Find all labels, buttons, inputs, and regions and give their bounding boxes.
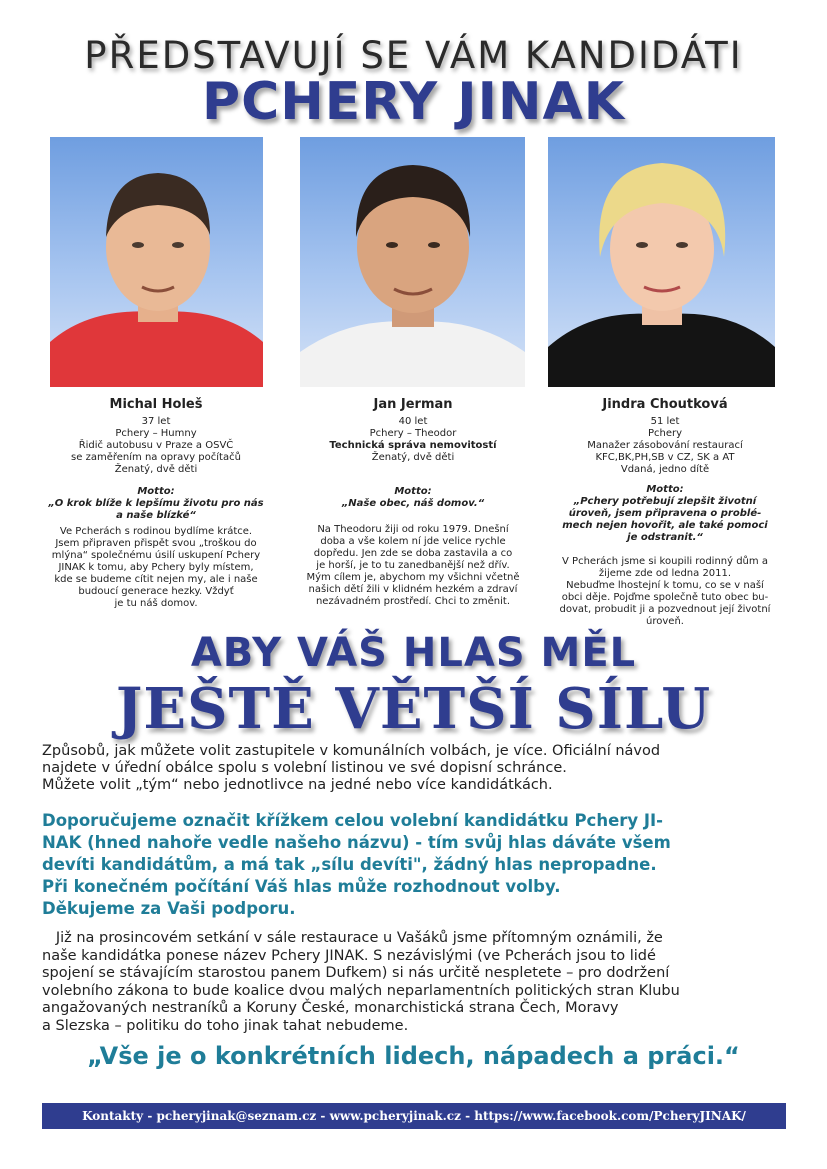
candidate-detail: Vdaná, jedno dítě [620,464,710,475]
candidate-detail: Technická správa nemovitostí [329,440,497,451]
candidate-detail: Pchery – Humny [115,428,197,439]
recommendation-line: Děkujeme za Vaši podporu. [42,899,296,918]
story-line: JINAK k tomu, aby Pchery byly místem, [58,562,254,573]
candidate-detail: Řidič autobusu v Praze a OSVČ [78,440,234,451]
candidate-choutkova [540,396,790,628]
story-line: budoucí generace hezky. Vždyť [78,586,234,597]
motto-line: a naše blízké“ [116,510,196,521]
voting-recommendation [42,810,802,920]
candidate-detail: Pchery [647,428,683,439]
story-line: Na Theodoru žiji od roku 1979. Dnešní [317,524,509,535]
story-line: nezávadném prostředí. Chci to změnit. [315,596,511,607]
slogan-line-1: ABY VÁŠ HLAS MĚL [190,630,637,676]
motto-label: Motto: [137,486,175,497]
story-line: Jsem připraven přispět svou „troškou do [55,538,257,549]
candidate-name: Michal Holeš [109,397,203,412]
intro-line: najdete v úřední obálce spolu s volební listinou ve své dopisní schránce. [42,760,567,776]
motto-label: Motto: [394,486,432,497]
history-line: naše kandidátka ponese název Pchery JINAK. S nezávislými (ve Pcherách jsou to lidé [42,947,656,964]
closing-quote: „Vše je o konkrétních lidech, nápadech a práci.“ [87,1042,740,1070]
intro-line: Můžete volit „tým“ nebo jednotlivce na jedné nebo více kandidátkách. [42,777,553,793]
intro-line: Způsobů, jak můžete volit zastupitele v komunálních volbách, je více. Oficiální návod [42,743,661,759]
coalition-history [42,930,802,1035]
candidate-detail: Pchery – Theodor [369,428,457,439]
story-line: dopředu. Jen zde se doba zastavila a co [313,548,513,559]
candidate-detail: Manažer zásobování restaurací [587,440,743,451]
story-line: Mým cílem je, abychom my všichni včetně [306,572,520,583]
motto-line: „O krok blíže k lepšímu životu pro nás [48,498,264,509]
story-line: V Pcherách jsme si koupili rodinný dům a [562,556,768,567]
story-line: je tu náš domov. [114,598,198,609]
story-line: kde se budeme cítit nejen my, ale i naše [54,574,258,585]
story-line: Ve Pcherách s rodinou bydlíme krátce. [59,526,253,537]
motto-label: Motto: [646,484,684,495]
candidate-detail: KFC,BK,PH,SB v CZ, SK a AT [595,452,735,463]
recommendation-line: NAK (hned nahoře vedle našeho názvu) - tím svůj hlas dáváte všem [42,833,671,852]
candidate-age: 40 let [398,416,428,427]
motto-line: je odstranit.“ [627,532,703,543]
candidate-name: Jan Jerman [373,397,453,412]
history-line: spojení se stávajícím starostou panem Dufkem) si nás určitě nespletete – pro dodržení [42,965,670,981]
story-line: úroveň. [646,616,684,627]
recommendation-line: Při konečném počítání Váš hlas může rozhodnout volby. [42,877,561,896]
motto-line: úroveň, jsem připravena o problé- [568,508,762,519]
candidate-detail: Ženatý, dvě děti [114,464,198,475]
story-line: dovat, probudit ji a pozvednout její životní [559,604,771,615]
candidate-photo-jerman [300,137,525,387]
slogan-line-2: JEŠTĚ VĚTŠÍ SÍLU [115,676,712,742]
recommendation-line: Doporučujeme označit křížkem celou volební kandidátku Pchery JI- [42,811,664,830]
candidate-jerman [292,396,534,608]
candidate-name: Jindra Choutková [602,397,728,412]
heading-candidates: PŘEDSTAVUJÍ SE VÁM KANDIDÁTI [84,34,743,77]
history-line: Již na prosincovém setkání v sále restaurace u Vašáků jsme přítomným oznámili, že [42,930,663,946]
candidate-age: 51 let [650,416,680,427]
motto-line: „Pchery potřebují zlepšit životní [573,496,757,507]
candidate-photo-choutkova [548,137,775,387]
candidate-detail: Ženatý, dvě děti [371,452,455,463]
party-name: PCHERY JINAK [201,72,626,132]
contacts-footer: Kontakty - pcheryjinak@seznam.cz - www.pcheryjinak.cz - https://www.facebook.com/PcheryJINAK/ [42,1103,786,1129]
story-line: doba a vše kolem ní jde velice rychle [320,536,506,547]
story-line: je horší, je to tu zanedbanější než dřív. [316,560,510,571]
recommendation-line: devíti kandidátům, a má tak „sílu devíti", žádný hlas nepropadne. [42,855,657,874]
candidate-age: 37 let [141,416,171,427]
voting-intro [42,743,802,794]
story-line: žijeme zde od ledna 2011. [598,568,732,579]
motto-line: „Naše obec, náš domov.“ [341,498,485,509]
candidate-detail: se zaměřením na opravy počítačů [71,452,241,463]
history-line: volebního zákona to bude koalice dvou malých neparlamentních politických stran Klubu [42,982,680,999]
story-line: našich dětí žili v klidném hezkém a zdraví [308,584,518,595]
story-line: obci děje. Pojďme společně tuto obec bu- [561,592,769,603]
candidate-holes [36,396,276,610]
history-line: angažovaných nestraníků a Koruny České, monarchistická strana Čech, Moravy [42,1000,619,1016]
story-line: mlýna“ společnému úsilí uskupení Pchery [51,550,261,561]
story-line: Nebuďme lhostejní k tomu, co se v naší [566,580,764,591]
motto-line: mech nejen hovořit, ale také pomoci [562,520,768,531]
history-line: a Slezska – politiku do toho jinak tahat nebudeme. [42,1017,409,1034]
candidate-photo-holes [50,137,263,387]
